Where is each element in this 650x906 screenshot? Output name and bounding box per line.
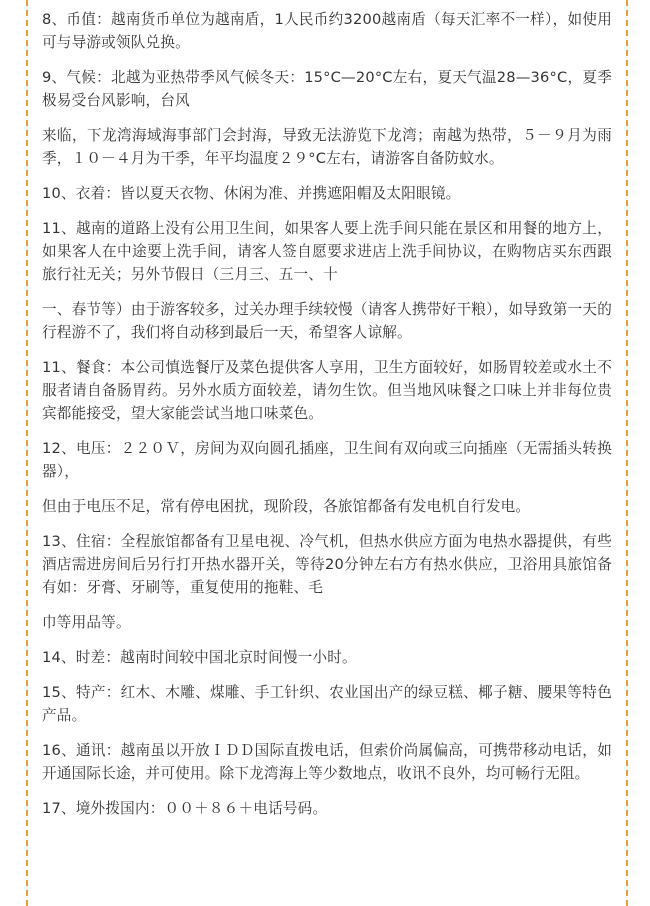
note-dialing: 17、境外拨国内：００＋８６＋电话号码。 <box>42 800 328 817</box>
note-climate: 9、气候：北越为亚热带季风气候冬天：15°C—20°C左右，夏天气温28—36°C，夏季极易受台风影响，台风 <box>42 69 612 109</box>
note-communication: 16、通讯：越南虽以开放ＩＤＤ国际直拨电话，但索价尚属偏高，可携带移动电话，如开通国际长途，并可使用。除下龙湾海上等少数地点，收讯不良外，均可畅行无阻。 <box>42 742 612 782</box>
note-restrooms: 11、越南的道路上没有公用卫生间，如果客人要上洗手间只能在景区和用餐的地方上，如果客人在中途要上洗手间，请客人签自愿要求进店上洗手间协议，在购物店买东西跟旅行社无关；另外节假日（三月三、五一、十 <box>42 220 612 283</box>
note-accommodation: 13、住宿：全程旅馆都备有卫星电视、冷气机，但热水供应方面为电热水器提供，有些酒店需进房间后另行打开热水器开关，等待20分钟左右方有热水供应，卫浴用具旅馆备有如：牙膏、牙刷等，重复使用的拖鞋、毛 <box>42 533 612 596</box>
note-climate-continued: 来临，下龙湾海域海事部门会封海，导致无法游览下龙湾；南越为热带，５－９月为雨季，１０－４月为干季，年平均温度２９°C左右，请游客自备防蚊水。 <box>42 127 612 167</box>
note-accommodation-continued: 巾等用品等。 <box>42 614 131 631</box>
note-meals: 11、餐食：本公司慎选餐厅及菜色提供客人享用，卫生方面较好，如肠胃较差或水土不服者请自备肠胃药。另外水质方面较差，请勿生饮。但当地风味餐之口味上并非每位贵宾都能接受，望大家能尝试当地口味菜色。 <box>42 359 612 422</box>
note-specialties: 15、特产：红木、木雕、煤雕、手工针织、农业国出产的绿豆糕、椰子糖、腰果等特色产品。 <box>42 684 612 724</box>
travel-notes-content <box>42 8 612 832</box>
note-currency: 8、币值：越南货币单位为越南盾，1人民币约3200越南盾（每天汇率不一样），如使用可与导游或领队兑换。 <box>42 11 612 51</box>
note-holidays: 一、春节等）由于游客较多，过关办理手续较慢（请客人携带好干粮），如导致第一天的行程游不了，我们将自动移到最后一天，希望客人谅解。 <box>42 301 612 341</box>
note-time-difference: 14、时差：越南时间较中国北京时间慢一小时。 <box>42 649 357 666</box>
note-voltage: 12、电压：２２０Ｖ，房间为双向圆孔插座，卫生间有双向或三向插座（无需插头转换器）， <box>42 440 612 480</box>
note-clothing: 10、衣着：皆以夏天衣物、休闲为准、并携遮阳帽及太阳眼镜。 <box>42 185 461 202</box>
note-voltage-continued: 但由于电压不足，常有停电困扰，现阶段，各旅馆都备有发电机自行发电。 <box>42 498 531 515</box>
